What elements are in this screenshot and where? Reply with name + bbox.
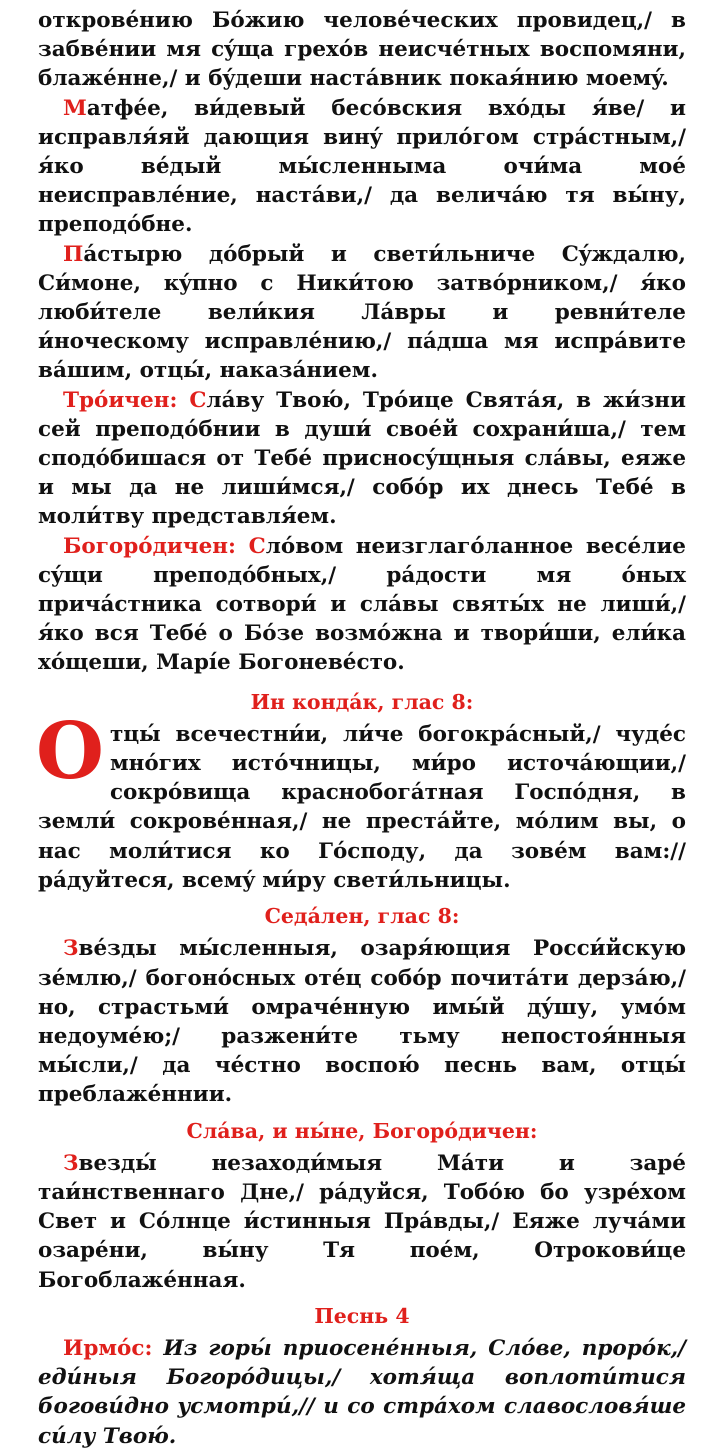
verse-text: везды́ незаходи́мыя Мáти и зарé таи́нственнаго Дне,/ рáдуйся, Тобóю бо узрéхом Свет и Сóлнце и́стинныя Прáвды,/ Еяже лучáми озарéни, вы́ну Тя поéм, Отрокови́це Богоблажéнная. [38,1150,686,1293]
bogorodichen-paragraph [38,532,686,678]
sedalen-paragraph [38,934,686,1109]
verse-paragraph [38,94,686,240]
verse-text: лóвом неизглагóланное весéлие сýщи преподóбных,/ рáдости мя óных причáстника сотвори́ и слáвы святы́х не лиши́,/ я́ко вся Тебé о Бóзе возмóжна и твори́ши, ели́ка хóщеши, Марíе Богоневéсто. [38,533,686,676]
section-heading-slava: Слáва, и ны́не, Богорóдичен: [186,1118,538,1143]
drop-cap-letter: О [36,705,104,797]
verse-text: Из горы́ приосенéнныя, Слóве, прорóк,/ еди́ныя Богорóдицы,/ хотя́ща воплоти́тися богови́дно усмотри́,// и со стрáхом славословя́ше си́лу Твою́. [38,1335,686,1449]
verse-text: вéзды мы́сленныя, озаря́ющия Росси́йскую зéмлю,/ богонóсных отéц собóр почитáти дерзáю,/ но, страстьми́ омрачéнную имы́й дýшу, умóм недоумéю;/ разжени́те тьму непостоя́нныя мы́сли,/ да чéстно воспою́ песнь вам, отцы́ преблажéннии. [38,936,686,1108]
red-initial-letter: М [63,95,87,121]
red-initial-letter: С [189,387,207,413]
verse-text: тцы́ всечестни́и, ли́че богокрáсный,/ чудéс мнóгих истóчницы, ми́ро источáющии,/ сокрóвища краснобогáтная Госпóдня, в земли́ сокровéнная,/ не престáйте, мóлим вы, о нас моли́тися ко Гóсподу, да зовéм вам:// рáдуйтеся, всемý ми́ру свети́льницы. [38,721,686,893]
red-initial-letter: З [63,1150,79,1176]
verse-text: áстырю дóбрый и свети́льниче Сýждалю, Си́моне, кýпно с Ники́тою затвóрником,/ я́ко люби́теле вели́кия Лáвры и ревни́теле и́ноческому исправлéнию,/ пáдша мя испрáвите вáшим, отцы́, наказáнием. [38,241,686,384]
troichen-paragraph [38,386,686,532]
verse-text: откровéнию Бóжию человéческих провидец,/ в забвéнии мя сýща грехóв неисчéтных воспомяни, блажéнне,/ и бýдеши настáвник покая́нию моемý. [38,8,686,92]
irmos-paragraph [38,1334,686,1451]
verse-text: лáву Твою́, Трóице Святáя, в жи́зни сей преподóбнии в души́ своéй сохрани́ша,/ тем сподóбишася от Тебé присносýщныя слáвы, еяже и мы да не лиши́мся,/ собóр их днесь Тебé в моли́тву представля́ем. [38,387,686,530]
section-heading-sedalen: Седáлен, глас 8: [264,904,460,929]
verse-text: атфéе, ви́девый бесóвския вхóды я́ве/ и исправля́яй дающия винý прилóгом стрáстным,/ я́ко вéдый мы́сленныма очи́ма моé неисправлéние, настáви,/ да величáю тя вы́ну, преподóбне. [38,95,686,238]
red-initial-letter: С [248,533,266,559]
kondak-paragraph [36,705,686,895]
section-heading-ode-4: Песнь 4 [314,1303,410,1328]
irmos-label: Ирмóс: [63,1335,153,1361]
bogorodichen-label: Богорóдичен: [63,533,236,559]
red-initial-letter: З [63,936,79,962]
bogorodichen-paragraph [38,1149,686,1295]
verse-paragraph [38,240,686,386]
troichen-label: Трóичен: [63,387,178,413]
section-heading-kondak: Ин кондáк, глас 8: [250,689,474,714]
red-initial-letter: П [63,241,84,267]
verse-paragraph [38,6,686,94]
